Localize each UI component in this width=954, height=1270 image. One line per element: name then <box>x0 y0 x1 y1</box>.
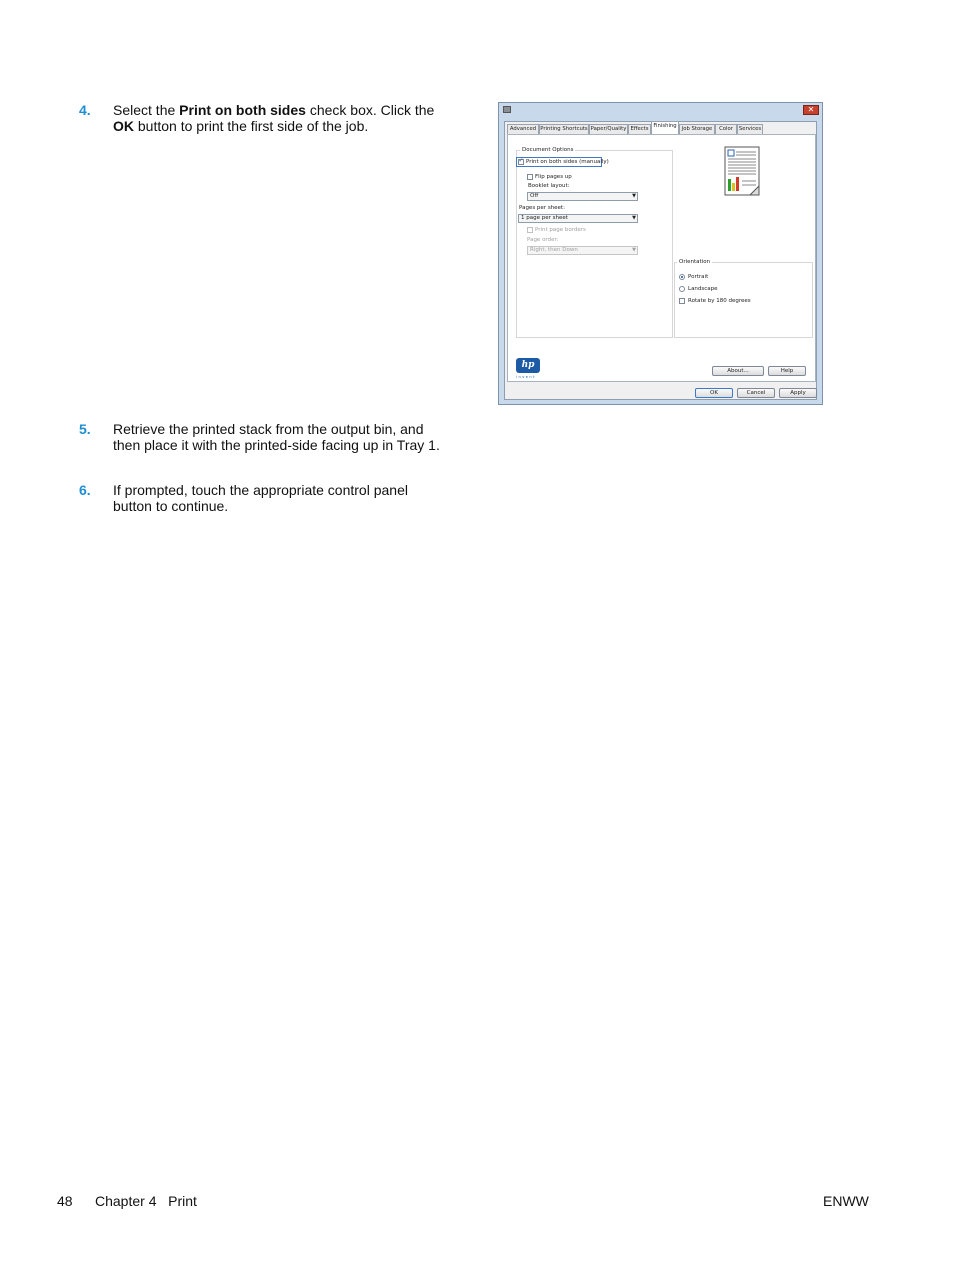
apply-button[interactable]: Apply <box>779 388 817 398</box>
hp-logo: hp <box>516 358 540 373</box>
page-order-select[interactable]: Right, then Down ▼ <box>527 246 638 255</box>
booklet-layout-select[interactable]: Off ▼ <box>527 192 638 201</box>
step-number: 6. <box>79 482 91 498</box>
step-text: If prompted, touch the appropriate control panel button to continue. <box>113 482 408 514</box>
close-button[interactable]: ✕ <box>803 105 819 115</box>
tab-effects[interactable]: Effects <box>628 124 651 134</box>
flip-pages-up-checkbox[interactable] <box>527 174 533 180</box>
rotate-180-checkbox[interactable] <box>679 298 685 304</box>
page-number: 48 <box>57 1193 73 1209</box>
pages-per-sheet-label: Pages per sheet: <box>519 205 565 211</box>
dropdown-arrow-icon: ▼ <box>632 215 636 221</box>
tab-advanced[interactable]: Advanced <box>507 124 539 134</box>
step-text: Select the Print on both sides check box. Click the OK button to print the first side of the job. <box>113 102 435 134</box>
print-page-borders-checkbox[interactable] <box>527 227 533 233</box>
tab-services[interactable]: Services <box>738 126 762 132</box>
dropdown-arrow-icon: ▼ <box>632 247 636 253</box>
page-preview-icon <box>723 146 761 197</box>
pages-per-sheet-select[interactable]: 1 page per sheet ▼ <box>518 214 638 223</box>
booklet-layout-label: Booklet layout: <box>528 183 570 189</box>
printer-icon <box>503 106 511 113</box>
finishing-page <box>507 134 816 382</box>
tab-job-storage[interactable]: Job Storage <box>679 124 715 134</box>
tab-printing-shortcuts[interactable]: Printing Shortcuts <box>540 126 588 132</box>
document-options-label: Document Options <box>522 147 574 153</box>
chapter-title: Chapter 4 Print <box>95 1193 197 1209</box>
print-both-sides-label: Print on both sides (manually) <box>526 159 609 165</box>
step-number: 5. <box>79 421 91 437</box>
footer-right-label: ENWW <box>823 1193 869 1209</box>
title-bar <box>499 103 822 117</box>
printer-properties-dialog <box>498 102 823 405</box>
landscape-radio[interactable] <box>679 286 685 292</box>
cancel-button[interactable]: Cancel <box>737 388 775 398</box>
hp-invent-tagline: invent <box>516 375 537 379</box>
rotate-180-label: Rotate by 180 degrees <box>688 298 751 304</box>
flip-pages-up-label: Flip pages up <box>535 174 572 180</box>
step-text: Retrieve the printed stack from the output bin, and then place it with the printed-side facing up in Tray 1. <box>113 421 440 453</box>
ok-button[interactable]: OK <box>695 388 733 398</box>
portrait-label: Portrait <box>688 274 709 280</box>
print-both-sides-checkbox[interactable] <box>518 159 524 165</box>
landscape-label: Landscape <box>688 286 718 292</box>
dropdown-arrow-icon: ▼ <box>632 193 636 199</box>
page-order-label: Page order: <box>527 237 559 243</box>
print-page-borders-label: Print page borders <box>535 227 586 233</box>
tab-color[interactable]: Color <box>715 124 737 134</box>
help-button[interactable]: Help <box>768 366 806 376</box>
tab-finishing[interactable]: Finishing <box>651 121 679 135</box>
step-number: 4. <box>79 102 91 118</box>
about-button[interactable]: About... <box>712 366 764 376</box>
portrait-radio[interactable] <box>679 274 685 280</box>
orientation-label: Orientation <box>679 259 711 265</box>
tab-paper-quality[interactable]: Paper/Quality <box>590 126 627 132</box>
